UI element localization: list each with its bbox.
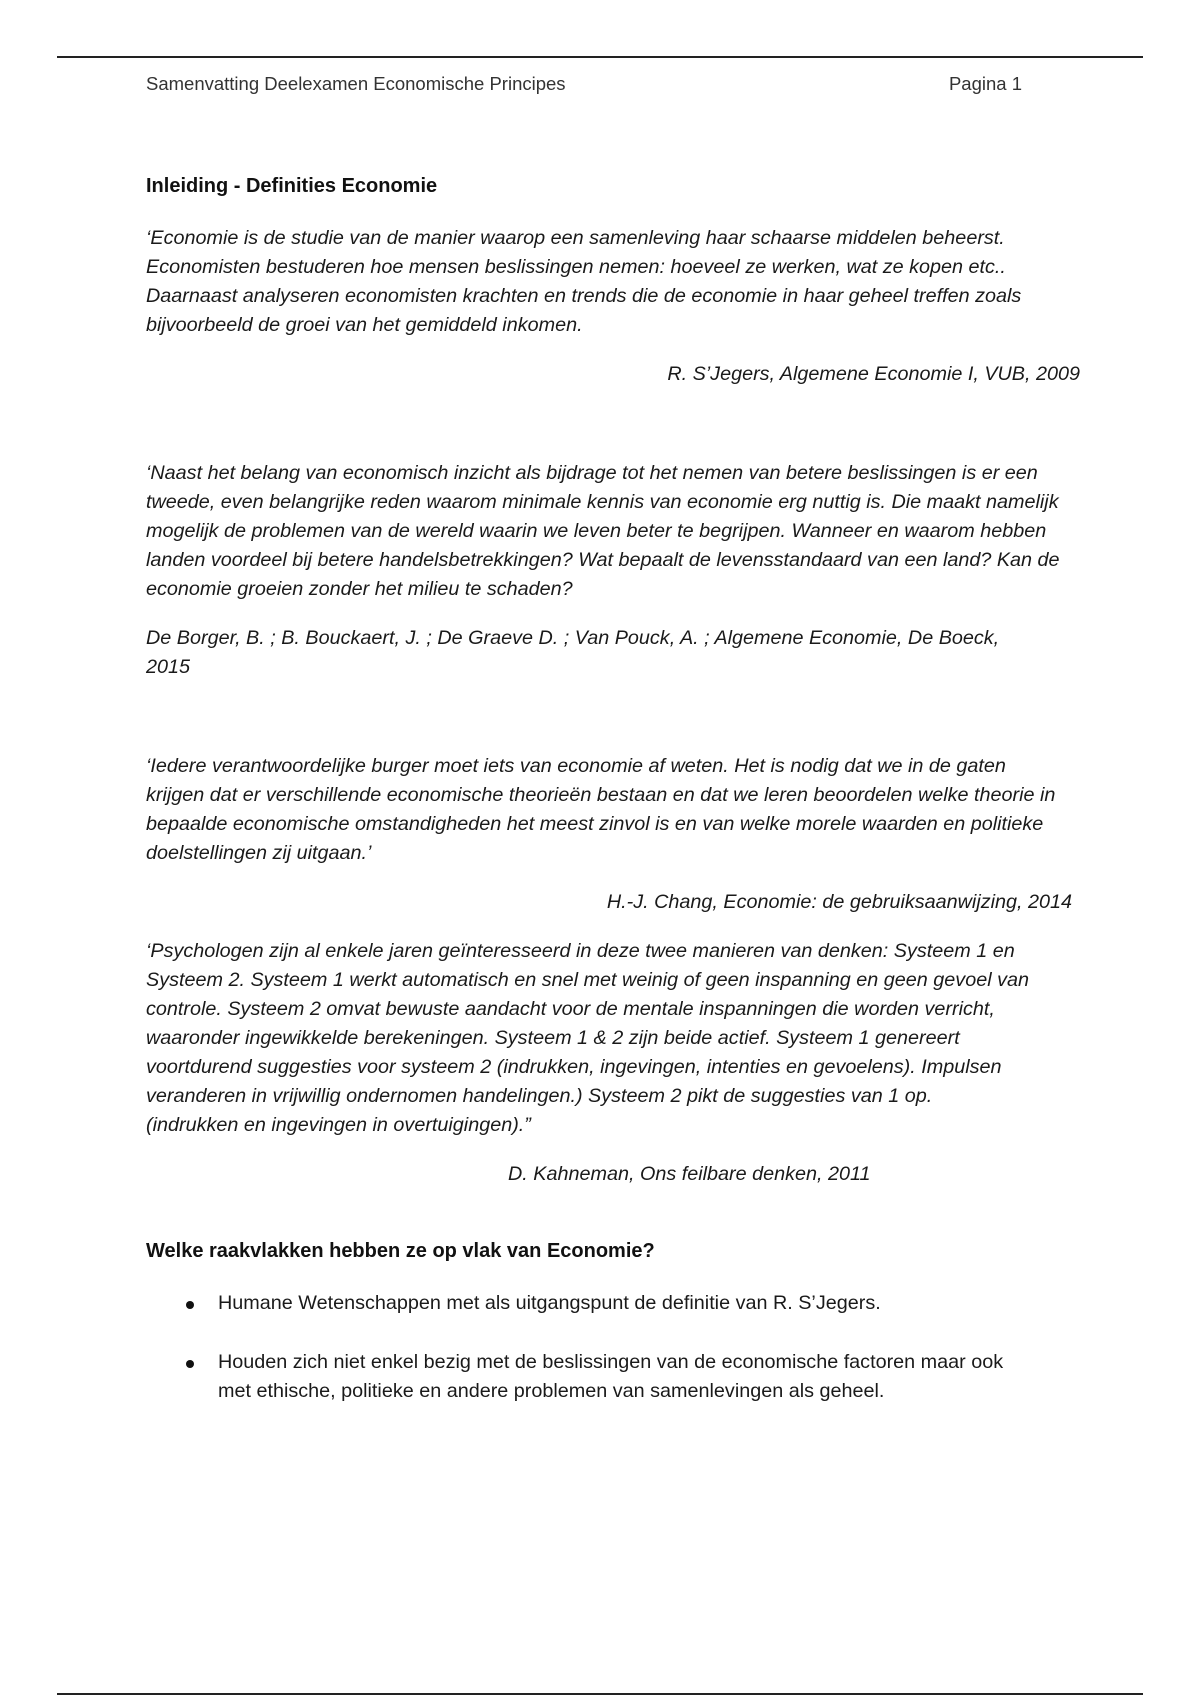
list-item <box>186 1348 1008 1406</box>
quote-kahneman <box>146 937 1061 1140</box>
raakvlakken-list <box>146 1289 1066 1406</box>
page-body <box>146 168 1080 1436</box>
top-rule <box>57 56 1143 58</box>
citation-kahneman: D. Kahneman, Ons feilbare denken, 2011 <box>508 1163 871 1185</box>
citation-chang: H.-J. Chang, Economie: de gebruiksaanwijzing, 2014 <box>606 891 1072 913</box>
bullet-icon <box>186 1301 194 1309</box>
quote-chang: ‘Iedere verantwoordelijke burger moet iets van economie af weten. Het is nodig dat we in de gaten krijgen dat er verschillende economische theorieën bestaan en dat we leren beoordelen welke theorie in bepaalde economische omstandigheden het meest zinvol is en van welke morele waarden en politieke doelstellingen zij uitgaan.’ <box>146 755 1056 864</box>
quote-de-borger: ‘Naast het belang van economisch inzicht als bijdrage tot het nemen van betere beslissingen is er een tweede, even belangrijke reden waarom minimale kennis van economie erg nuttig is. Die maakt namelijk mogelijk de problemen van de wereld waarin we leven beter te begrijpen. Wanneer en waarom hebben landen voordeel bij betere handelsbetrekkingen? Wat bepaalt de levensstandaard van een land? Kan de economie groeien zonder het milieu te schaden? <box>146 462 1060 600</box>
list-item-text: Houden zich niet enkel bezig met de beslissingen van de economische factoren maar ook met ethische, politieke en andere problemen van samenlevingen als geheel. <box>218 1351 1004 1402</box>
page-header <box>146 73 1022 95</box>
page-number: Pagina 1 <box>948 73 1022 94</box>
bullet-icon <box>186 1360 194 1368</box>
section-heading-raakvlakken: Welke raakvlakken hebben ze op vlak van Economie? <box>146 1240 655 1262</box>
citation-de-borger: De Borger, B. ; B. Bouckaert, J. ; De Graeve D. ; Van Pouck, A. ; Algemene Economie, De Boeck, 2015 <box>146 627 1000 678</box>
document-title: Samenvatting Deelexamen Economische Principes <box>146 73 566 94</box>
bottom-rule <box>57 1693 1143 1695</box>
list-item <box>186 1289 1066 1318</box>
citation-sjegers: R. S’Jegers, Algemene Economie I, VUB, 2009 <box>667 363 1080 385</box>
section-heading-inleiding: Inleiding - Definities Economie <box>146 175 438 197</box>
quote-kahneman-line-1: ‘Psychologen zijn al enkele jaren geïnteresseerd in deze twee manieren van denken: Systeem 1 en Systeem 2. Systeem 1 werkt automatisch en snel met weinig of geen inspanning en geen gevoel van controle. Systeem 2 omvat bewuste aandacht voor de mentale inspanningen die worden verricht, waaronder ingewikkelde berekeningen. Systeem 1 & 2 zijn beide actief. Systeem 1 genereert voortdurend suggesties voor systeem 2 (indrukken, ingevingen, intenties en gevoelens). Impulsen veranderen in vrijwillig ondernomen handelingen.) Systeem 2 pikt de suggesties van 1 op. <box>146 940 1029 1107</box>
quote-sjegers: ‘Economie is de studie van de manier waarop een samenleving haar schaarse middelen beheerst. Economisten bestuderen hoe mensen beslissingen nemen: hoeveel ze werken, wat ze kopen etc.. Daarnaast analyseren economisten krachten en trends die de economie in haar geheel treffen zoals bijvoorbeeld de groei van het gemiddeld inkomen. <box>146 227 1022 336</box>
quote-kahneman-line-2: (indrukken en ingevingen in overtuigingen).” <box>146 1114 531 1136</box>
list-item-text: Humane Wetenschappen met als uitgangspunt de definitie van R. S’Jegers. <box>218 1292 881 1314</box>
